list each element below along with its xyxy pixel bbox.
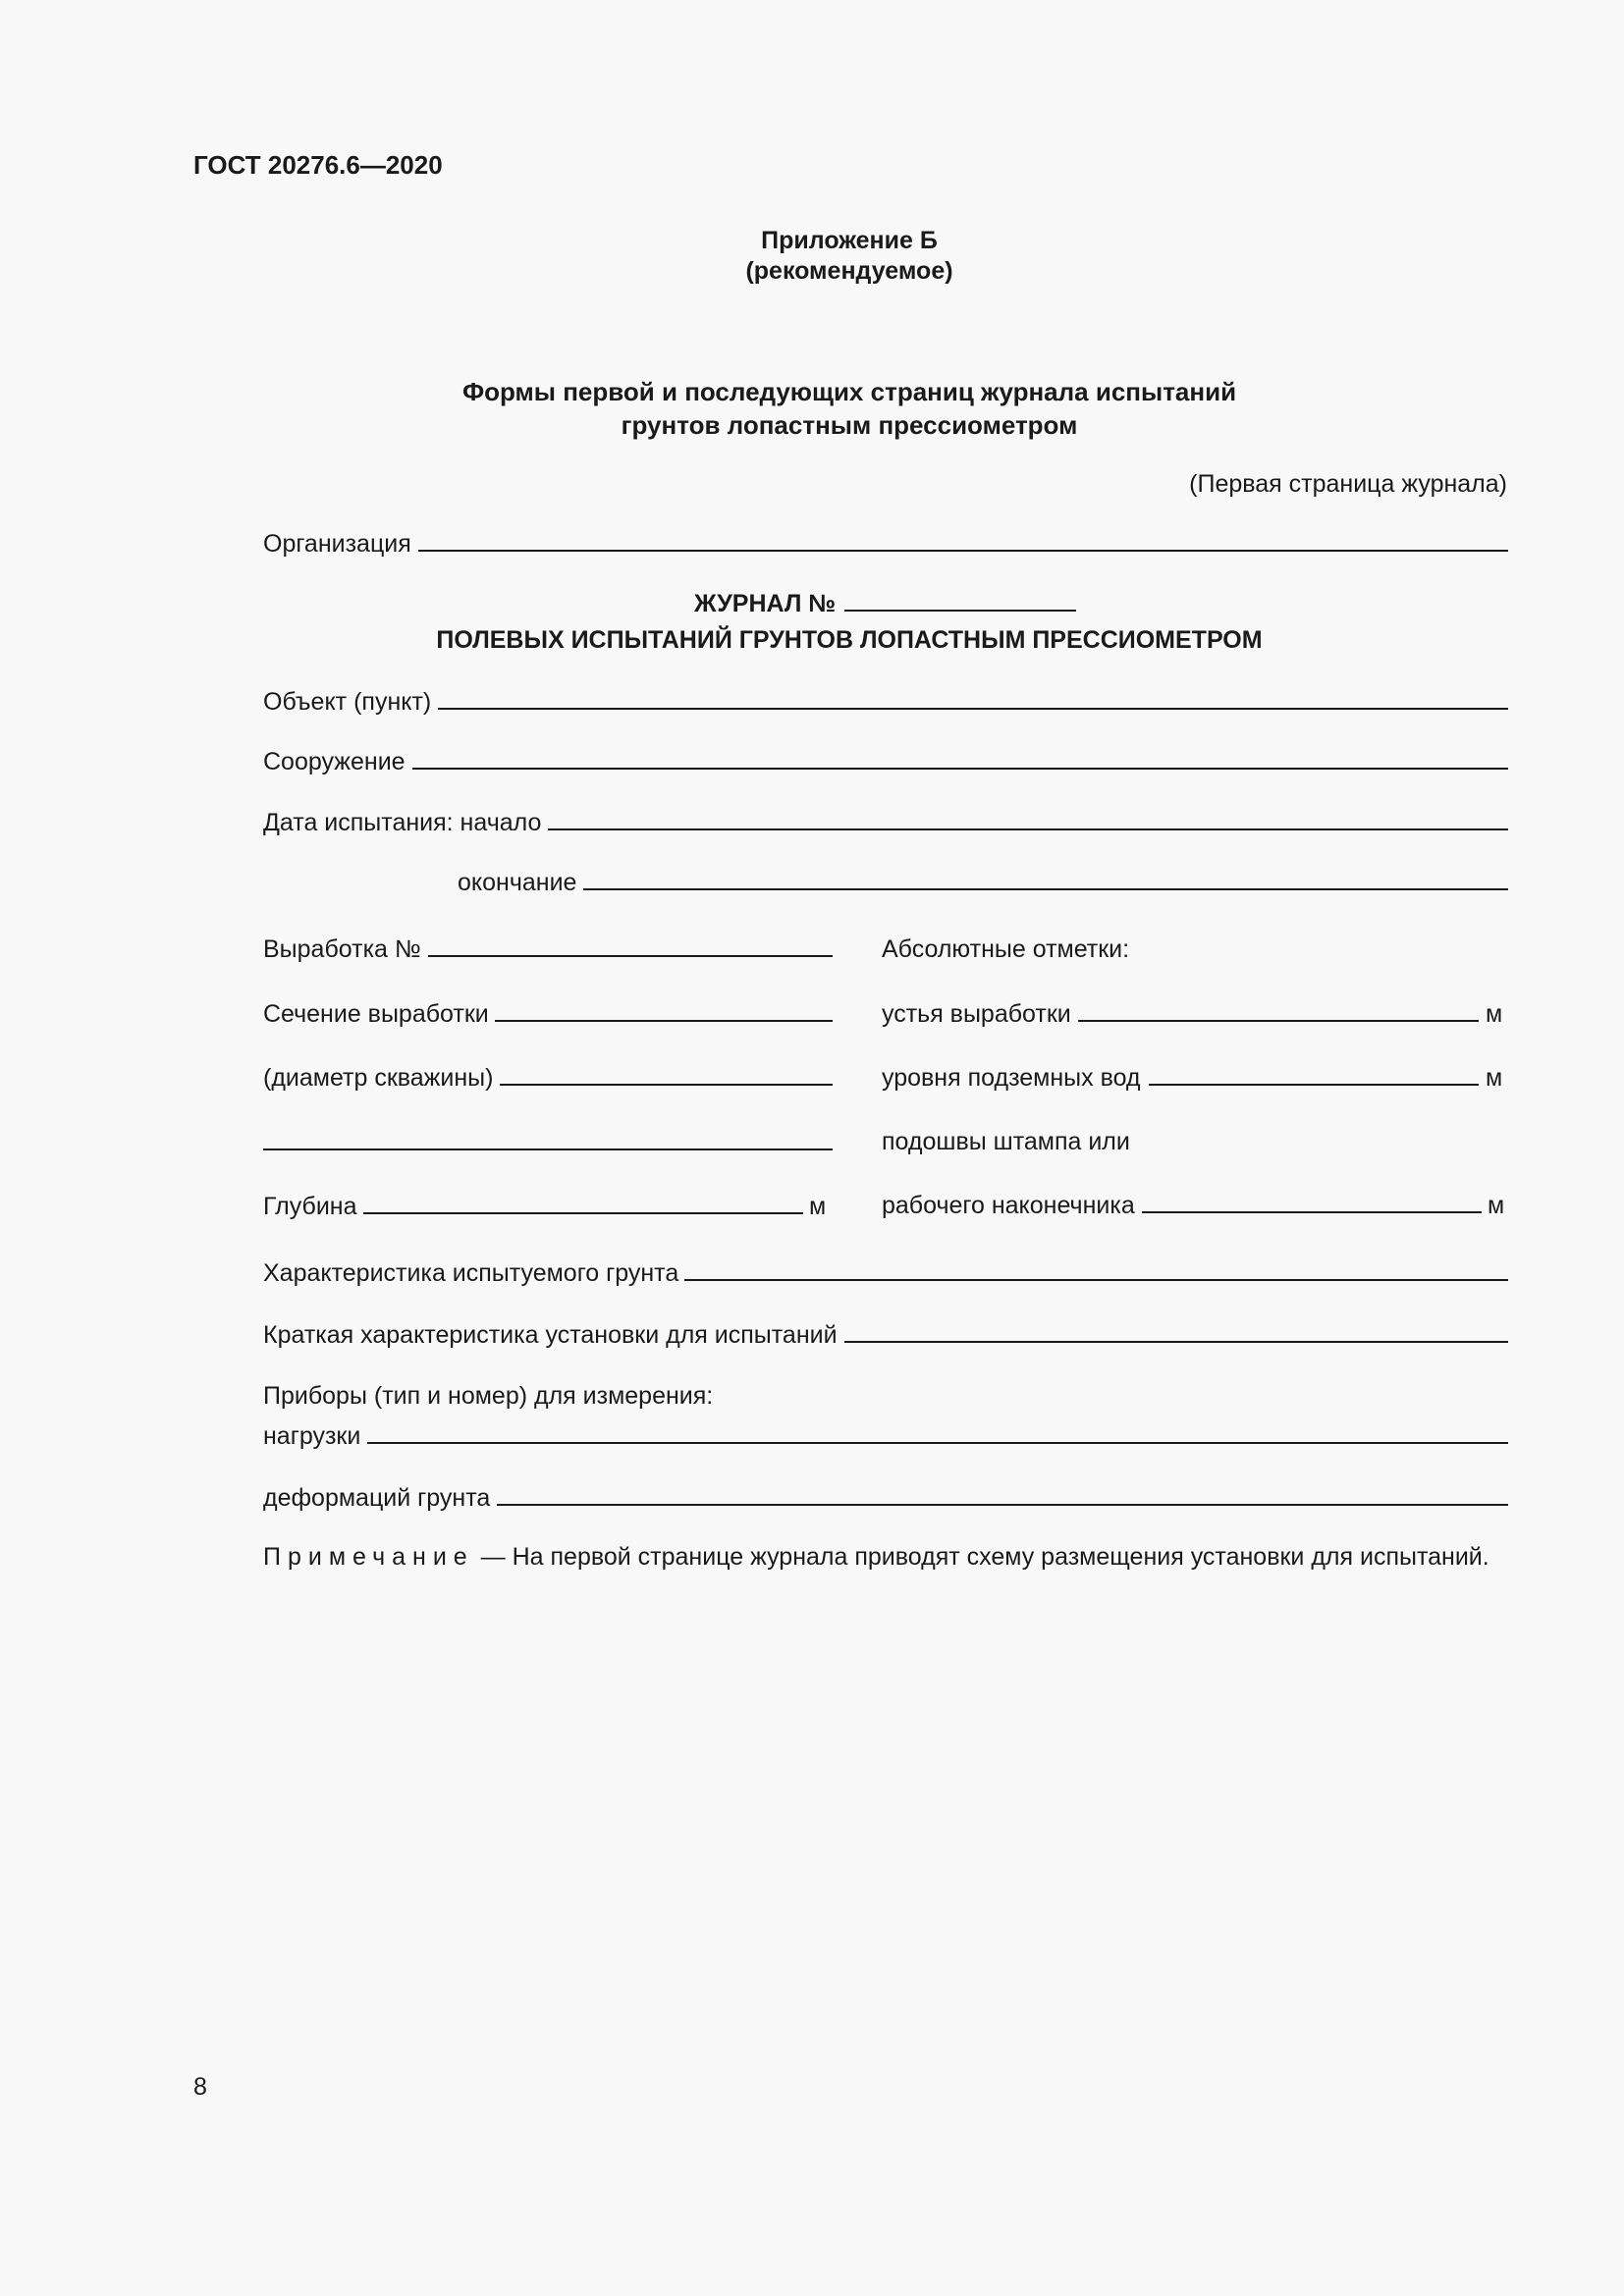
page-number: 8 bbox=[193, 2073, 207, 2101]
deformation-field-line[interactable] bbox=[497, 1504, 1508, 1506]
tip-field-line[interactable] bbox=[1142, 1211, 1482, 1213]
test-start-field-line[interactable] bbox=[548, 828, 1508, 830]
mouth-field-line[interactable] bbox=[1078, 1020, 1479, 1022]
test-end-field-line[interactable] bbox=[583, 888, 1508, 890]
setup-char-label: Краткая характеристика установки для испытаний bbox=[263, 1321, 838, 1349]
diameter-field-line[interactable] bbox=[500, 1084, 833, 1086]
groundwater-label: уровня подземных вод bbox=[882, 1064, 1141, 1092]
note-text: — На первой странице журнала приводят схему размещения установки для испытаний. bbox=[473, 1543, 1489, 1571]
appendix-title: Приложение Б bbox=[761, 227, 938, 254]
extra-field-line[interactable] bbox=[263, 1148, 833, 1150]
journal-subtitle: ПОЛЕВЫХ ИСПЫТАНИЙ ГРУНТОВ ЛОПАСТНЫМ ПРЕССИОМЕТРОМ bbox=[436, 626, 1263, 654]
depth-unit: м bbox=[809, 1193, 827, 1220]
excavation-field-line[interactable] bbox=[428, 955, 833, 957]
standard-designation: ГОСТ 20276.6—2020 bbox=[193, 150, 443, 180]
mouth-unit: м bbox=[1486, 1000, 1503, 1028]
structure-label: Сооружение bbox=[263, 748, 406, 775]
setup-char-field-line[interactable] bbox=[844, 1341, 1508, 1343]
test-end-label: окончание bbox=[458, 869, 577, 896]
instruments-label: Приборы (тип и номер) для измерения: bbox=[263, 1382, 714, 1410]
section-field-line[interactable] bbox=[495, 1020, 833, 1022]
test-date-label: Дата испытания: начало bbox=[263, 809, 542, 836]
plate-label: подошвы штампа или bbox=[882, 1128, 1130, 1155]
note bbox=[263, 1545, 1489, 1570]
journal-number-field-line[interactable] bbox=[844, 610, 1076, 612]
soil-char-field-line[interactable] bbox=[684, 1279, 1508, 1281]
soil-char-label: Характеристика испытуемого грунта bbox=[263, 1259, 679, 1287]
deformation-label: деформаций грунта bbox=[263, 1484, 491, 1512]
object-field-line[interactable] bbox=[438, 708, 1508, 710]
object-label: Объект (пункт) bbox=[263, 688, 432, 716]
section-label: Сечение выработки bbox=[263, 1000, 489, 1028]
tip-unit: м bbox=[1488, 1192, 1505, 1219]
load-label: нагрузки bbox=[263, 1422, 361, 1450]
note-label: Примечание bbox=[263, 1543, 474, 1571]
excavation-label: Выработка № bbox=[263, 935, 421, 963]
depth-field-line[interactable] bbox=[363, 1212, 803, 1214]
appendix-status: (рекомендуемое) bbox=[745, 257, 953, 285]
groundwater-unit: м bbox=[1486, 1064, 1503, 1092]
load-field-line[interactable] bbox=[367, 1442, 1508, 1444]
depth-label: Глубина bbox=[263, 1193, 357, 1220]
organization-label: Организация bbox=[263, 530, 411, 558]
page-caption: (Первая страница журнала) bbox=[1189, 470, 1507, 498]
organization-field-line[interactable] bbox=[418, 550, 1508, 552]
diameter-label: (диаметр скважины) bbox=[263, 1064, 494, 1092]
section-title-line1: Формы первой и последующих страниц журнала испытаний bbox=[461, 377, 1237, 406]
structure-field-line[interactable] bbox=[412, 768, 1508, 770]
tip-label: рабочего наконечника bbox=[882, 1192, 1135, 1219]
absolute-marks-label: Абсолютные отметки: bbox=[882, 935, 1130, 963]
section-title-line2: грунтов лопастным прессиометром bbox=[621, 410, 1078, 440]
mouth-label: устья выработки bbox=[882, 1000, 1071, 1028]
groundwater-field-line[interactable] bbox=[1149, 1084, 1479, 1086]
journal-title: ЖУРНАЛ № bbox=[694, 590, 837, 617]
